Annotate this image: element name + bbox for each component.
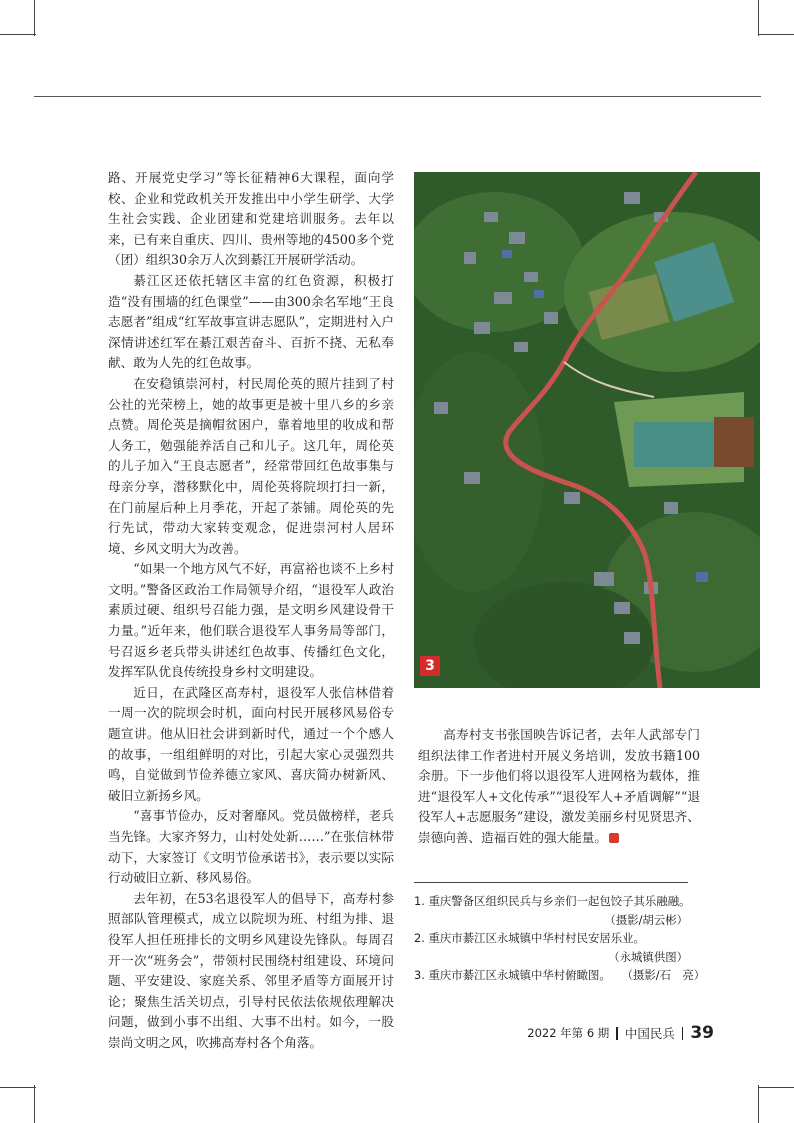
caption-rule (414, 882, 688, 883)
paragraph: 去年初，在53名退役军人的倡导下，高寿村参照部队管理模式，成立以院坝为班、村组为排、退役军人担任班排长的文明乡风建设先锋队。每周召开一次“班务会”，带领村民围绕村组建设、环境问题、平安建设、家庭关系、邻里矛盾等方面展开讨论；聚焦生活关切点，引导村民依法依规依理解决问题，做到小事不出组、大事不出村。如今，一股崇尚文明之风，吹拂高寿村各个角落。 (108, 890, 394, 1050)
paragraph: 在安稳镇崇河村，村民周伦英的照片挂到了村公社的光荣榜上，她的故事更是被十里八乡的乡亲点赞。周伦英是摘帽贫困户，靠着地里的收成和帮人务工，勉强能养活自己和儿子。这几年，周伦英的儿子加入“王良志愿者”，经常带回红色故事集与母亲分享，潜移默化中，周伦英将院坝打扫一新，在门前屋后种上月季花，开起了茶铺。周伦英的先行先试，带动大家转变观念，促进崇河村人居环境、乡风文明大为改善。 (108, 375, 394, 556)
paragraph (418, 725, 700, 849)
paragraph-text: 高寿村支书张国映告诉记者，去年人武部专门组织法律工作者进村开展义务培训，发放书籍100余册。下一步他们将以退役军人进网格为载体，推进“退役军人+文化传承”“退役军人+矛盾调解”“退役军人+志愿服务”建设，激发美丽乡村见贤思齐、崇德向善、造福百姓的强大能量。 (418, 727, 700, 845)
photo-number-badge: 3 (420, 656, 440, 676)
crop-mark (0, 1087, 36, 1088)
crop-mark (0, 34, 36, 35)
page-footer (527, 1023, 714, 1043)
issue-label: 2022 年第 6 期 (527, 1026, 610, 1040)
caption-3-text: 3. 重庆市綦江区永城镇中华村俯瞰图。 (414, 968, 611, 983)
end-mark-icon (609, 833, 619, 843)
crop-mark (34, 0, 35, 36)
crop-mark (758, 0, 759, 36)
crop-mark (758, 1087, 794, 1088)
footer-divider (616, 1027, 618, 1040)
paragraph: “喜事节俭办，反对奢靡风。党员做榜样，老兵当先锋。大家齐努力，山村处处新……”在张信林带动下，大家签订《文明节俭承诺书》，表示要以实际行动破旧立新、移风易俗。 (108, 808, 394, 886)
paragraph: 綦江区还依托辖区丰富的红色资源，积极打造“没有围墙的红色课堂”——由300余名军地“王良志愿者”组成“红军故事宣讲志愿队”，定期进村入户深情讲述红军在綦江艰苦奋斗、百折不挠、无私奉献、敢为人先的红色故事。 (108, 272, 394, 371)
caption-1: 1. 重庆警备区组织民兵与乡亲们一起包饺子其乐融融。 (414, 894, 691, 908)
caption-3-credit: （摄影/石 亮） (621, 968, 706, 983)
photo-captions (414, 892, 706, 985)
magazine-name: 中国民兵 (624, 1026, 675, 1041)
aerial-photo-illustration (414, 172, 760, 688)
caption-2: 2. 重庆市綦江区永城镇中华村村民安居乐业。 (414, 931, 645, 946)
crop-mark (34, 1085, 35, 1123)
left-column (108, 168, 394, 1054)
footer-divider (682, 1027, 684, 1040)
right-column (418, 725, 700, 849)
caption-2-credit: （永城镇供图） (608, 949, 688, 964)
caption-3 (414, 966, 706, 985)
caption-1-credit: （摄影/胡云彬） (604, 912, 688, 927)
header-rule (34, 96, 761, 97)
page-number: 39 (690, 1023, 714, 1043)
paragraph: “如果一个地方风气不好，再富裕也谈不上乡村文明。”警备区政治工作局领导介绍，“退役军人政治素质过硬、组织号召能力强，是文明乡风建设骨干力量。”近年来，他们联合退役军人事务局等部门，号召返乡老兵带头讲述红色故事、传播红色文化，发挥军队优良传统投身乡村文明建设。 (108, 561, 394, 680)
crop-mark (758, 1085, 759, 1123)
paragraph: 近日，在武隆区高寿村，退役军人张信林借着一周一次的院坝会时机，面向村民开展移风易俗专题宣讲。他从旧社会讲到新时代，通过一个个感人的故事，一组组鲜明的对比，引起大家心灵强烈共鸣，自觉做到节俭养德立家风、喜庆简办树新风、破旧立新扬乡风。 (108, 684, 394, 803)
paragraph: 路、开展党史学习”等长征精神6大课程，面向学校、企业和党政机关开发推出中小学生研学、大学生社会实践、企业团建和党建培训服务。去年以来，已有来自重庆、四川、贵州等地的4500多个党（团）组织30余万人次到綦江开展研学活动。 (108, 170, 394, 268)
aerial-village-photo (414, 172, 760, 688)
crop-mark (758, 34, 794, 35)
